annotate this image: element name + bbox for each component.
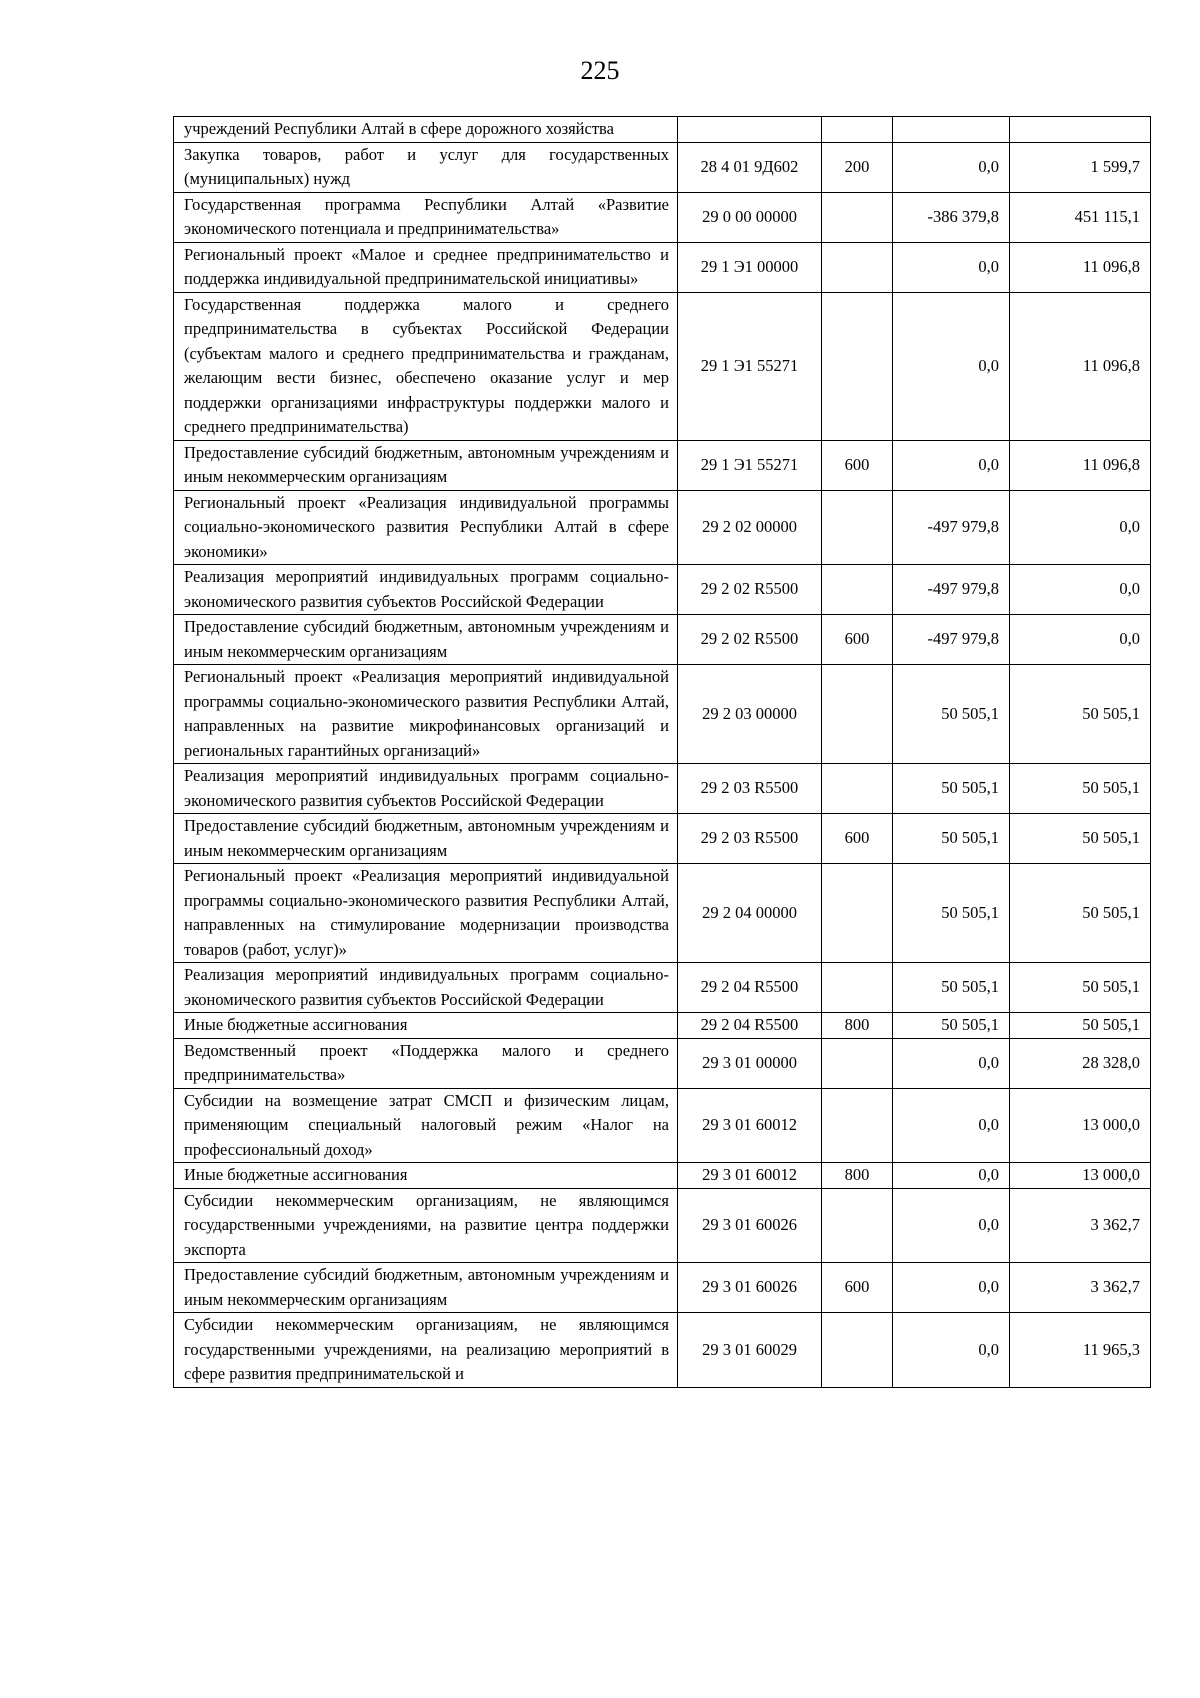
row-expense-type (822, 864, 893, 963)
row-name: Региональный проект «Реализация индивидуальной программы социально-экономического развития Республики Алтай в сфере экономики» (174, 490, 678, 565)
table-row (174, 142, 1151, 192)
table-row (174, 117, 1151, 143)
row-expense-type (822, 117, 893, 143)
row-amount-total: 0,0 (1010, 615, 1151, 665)
row-code: 29 3 01 60029 (678, 1313, 822, 1388)
row-name: Реализация мероприятий индивидуальных программ социально-экономического развития субъектов Российской Федерации (174, 963, 678, 1013)
row-amount-change: 0,0 (893, 1188, 1010, 1263)
table-row (174, 814, 1151, 864)
row-name: Государственная поддержка малого и среднего предпринимательства в субъектах Российской Федерации (субъектам малого и среднего предпринимательства и гражданам, желающим вести бизнес, обеспечено оказание услуг и мер поддержки организациями инфраструктуры поддержки малого и среднего предпринимательства) (174, 292, 678, 440)
row-expense-type (822, 490, 893, 565)
row-name: Субсидии некоммерческим организациям, не являющимся государственными учреждениями, на развитие центра поддержки экспорта (174, 1188, 678, 1263)
row-name: Региональный проект «Реализация мероприятий индивидуальной программы социально-экономического развития Республики Алтай, направленных на стимулирование модернизации производства товаров (работ, услуг)» (174, 864, 678, 963)
table-row (174, 565, 1151, 615)
row-name: Иные бюджетные ассигнования (174, 1163, 678, 1189)
row-amount-change: 50 505,1 (893, 864, 1010, 963)
row-code: 29 2 02 R5500 (678, 565, 822, 615)
row-amount-total: 13 000,0 (1010, 1088, 1151, 1163)
row-code: 29 2 04 R5500 (678, 963, 822, 1013)
row-amount-change: 0,0 (893, 142, 1010, 192)
row-code: 29 0 00 00000 (678, 192, 822, 242)
row-code: 29 3 01 60026 (678, 1188, 822, 1263)
row-amount-change: 50 505,1 (893, 1013, 1010, 1039)
row-expense-type (822, 764, 893, 814)
row-code: 29 1 Э1 00000 (678, 242, 822, 292)
row-expense-type: 200 (822, 142, 893, 192)
row-code: 29 1 Э1 55271 (678, 292, 822, 440)
row-name: Иные бюджетные ассигнования (174, 1013, 678, 1039)
row-code: 29 2 02 R5500 (678, 615, 822, 665)
row-expense-type: 800 (822, 1163, 893, 1189)
row-code: 29 3 01 00000 (678, 1038, 822, 1088)
row-amount-total: 3 362,7 (1010, 1188, 1151, 1263)
row-name: Реализация мероприятий индивидуальных программ социально-экономического развития субъектов Российской Федерации (174, 565, 678, 615)
row-amount-change (893, 117, 1010, 143)
table-row (174, 440, 1151, 490)
row-amount-total: 11 096,8 (1010, 292, 1151, 440)
row-amount-total: 11 096,8 (1010, 242, 1151, 292)
table-row (174, 864, 1151, 963)
row-amount-change: 0,0 (893, 1163, 1010, 1189)
table-row (174, 1188, 1151, 1263)
row-expense-type: 600 (822, 1263, 893, 1313)
row-expense-type (822, 1038, 893, 1088)
row-expense-type (822, 1188, 893, 1263)
row-amount-change: 50 505,1 (893, 814, 1010, 864)
row-code: 29 2 04 R5500 (678, 1013, 822, 1039)
table-row (174, 292, 1151, 440)
row-amount-total: 451 115,1 (1010, 192, 1151, 242)
table-row (174, 1088, 1151, 1163)
row-amount-total: 11 096,8 (1010, 440, 1151, 490)
budget-table (173, 116, 1151, 1388)
table-row (174, 242, 1151, 292)
row-amount-change: -497 979,8 (893, 615, 1010, 665)
row-code: 29 3 01 60026 (678, 1263, 822, 1313)
row-code (678, 117, 822, 143)
row-name: Государственная программа Республики Алтай «Развитие экономического потенциала и предпринимательства» (174, 192, 678, 242)
row-code: 29 2 04 00000 (678, 864, 822, 963)
row-amount-change: 0,0 (893, 242, 1010, 292)
row-code: 29 3 01 60012 (678, 1163, 822, 1189)
row-amount-total (1010, 117, 1151, 143)
row-amount-total: 50 505,1 (1010, 963, 1151, 1013)
table-row (174, 963, 1151, 1013)
row-amount-change: -386 379,8 (893, 192, 1010, 242)
row-expense-type (822, 665, 893, 764)
row-amount-change: 50 505,1 (893, 665, 1010, 764)
row-amount-total: 50 505,1 (1010, 665, 1151, 764)
row-amount-change: 50 505,1 (893, 963, 1010, 1013)
row-code: 29 3 01 60012 (678, 1088, 822, 1163)
row-amount-total: 50 505,1 (1010, 864, 1151, 963)
table-row (174, 1313, 1151, 1388)
row-name: Предоставление субсидий бюджетным, автономным учреждениям и иным некоммерческим организациям (174, 440, 678, 490)
table-row (174, 764, 1151, 814)
row-name: Ведомственный проект «Поддержка малого и среднего предпринимательства» (174, 1038, 678, 1088)
row-expense-type (822, 292, 893, 440)
row-amount-change: 0,0 (893, 292, 1010, 440)
row-amount-change: 0,0 (893, 1088, 1010, 1163)
row-amount-total: 0,0 (1010, 490, 1151, 565)
row-name: Предоставление субсидий бюджетным, автономным учреждениям и иным некоммерческим организациям (174, 615, 678, 665)
row-name: Закупка товаров, работ и услуг для государственных (муниципальных) нужд (174, 142, 678, 192)
table-row (174, 192, 1151, 242)
table-row (174, 615, 1151, 665)
page-number: 225 (580, 56, 620, 85)
row-amount-total: 1 599,7 (1010, 142, 1151, 192)
row-amount-total: 50 505,1 (1010, 764, 1151, 814)
row-code: 29 2 02 00000 (678, 490, 822, 565)
row-name: Предоставление субсидий бюджетным, автономным учреждениям и иным некоммерческим организациям (174, 1263, 678, 1313)
row-amount-change: 0,0 (893, 1038, 1010, 1088)
row-amount-total: 50 505,1 (1010, 1013, 1151, 1039)
row-name: Предоставление субсидий бюджетным, автономным учреждениям и иным некоммерческим организациям (174, 814, 678, 864)
row-code: 28 4 01 9Д602 (678, 142, 822, 192)
row-expense-type (822, 1088, 893, 1163)
row-amount-change: 0,0 (893, 1263, 1010, 1313)
row-expense-type: 800 (822, 1013, 893, 1039)
table-row (174, 1263, 1151, 1313)
row-name: учреждений Республики Алтай в сфере дорожного хозяйства (174, 117, 678, 143)
row-amount-change: 0,0 (893, 440, 1010, 490)
row-expense-type (822, 242, 893, 292)
row-expense-type (822, 1313, 893, 1388)
row-name: Региональный проект «Малое и среднее предпринимательство и поддержка индивидуальной предпринимательской инициативы» (174, 242, 678, 292)
row-expense-type (822, 963, 893, 1013)
row-amount-total: 3 362,7 (1010, 1263, 1151, 1313)
row-code: 29 2 03 R5500 (678, 764, 822, 814)
row-code: 29 2 03 R5500 (678, 814, 822, 864)
row-expense-type: 600 (822, 615, 893, 665)
table-row (174, 665, 1151, 764)
row-expense-type (822, 192, 893, 242)
row-expense-type: 600 (822, 814, 893, 864)
table-row (174, 490, 1151, 565)
row-amount-change: -497 979,8 (893, 490, 1010, 565)
row-name: Реализация мероприятий индивидуальных программ социально-экономического развития субъектов Российской Федерации (174, 764, 678, 814)
budget-table-body (174, 117, 1151, 1388)
row-expense-type (822, 565, 893, 615)
row-code: 29 1 Э1 55271 (678, 440, 822, 490)
row-amount-change: 50 505,1 (893, 764, 1010, 814)
row-amount-total: 50 505,1 (1010, 814, 1151, 864)
table-row (174, 1038, 1151, 1088)
row-amount-change: -497 979,8 (893, 565, 1010, 615)
table-row (174, 1013, 1151, 1039)
row-amount-change: 0,0 (893, 1313, 1010, 1388)
row-name: Региональный проект «Реализация мероприятий индивидуальной программы социально-экономического развития Республики Алтай, направленных на развитие микрофинансовых организаций и региональных гарантийных организаций» (174, 665, 678, 764)
row-amount-total: 0,0 (1010, 565, 1151, 615)
row-expense-type: 600 (822, 440, 893, 490)
row-amount-total: 13 000,0 (1010, 1163, 1151, 1189)
table-row (174, 1163, 1151, 1189)
row-amount-total: 11 965,3 (1010, 1313, 1151, 1388)
row-code: 29 2 03 00000 (678, 665, 822, 764)
row-name: Субсидии некоммерческим организациям, не являющимся государственными учреждениями, на реализацию мероприятий в сфере развития предпринимательской и (174, 1313, 678, 1388)
row-name: Субсидии на возмещение затрат СМСП и физическим лицам, применяющим специальный налоговый режим «Налог на профессиональный доход» (174, 1088, 678, 1163)
row-amount-total: 28 328,0 (1010, 1038, 1151, 1088)
